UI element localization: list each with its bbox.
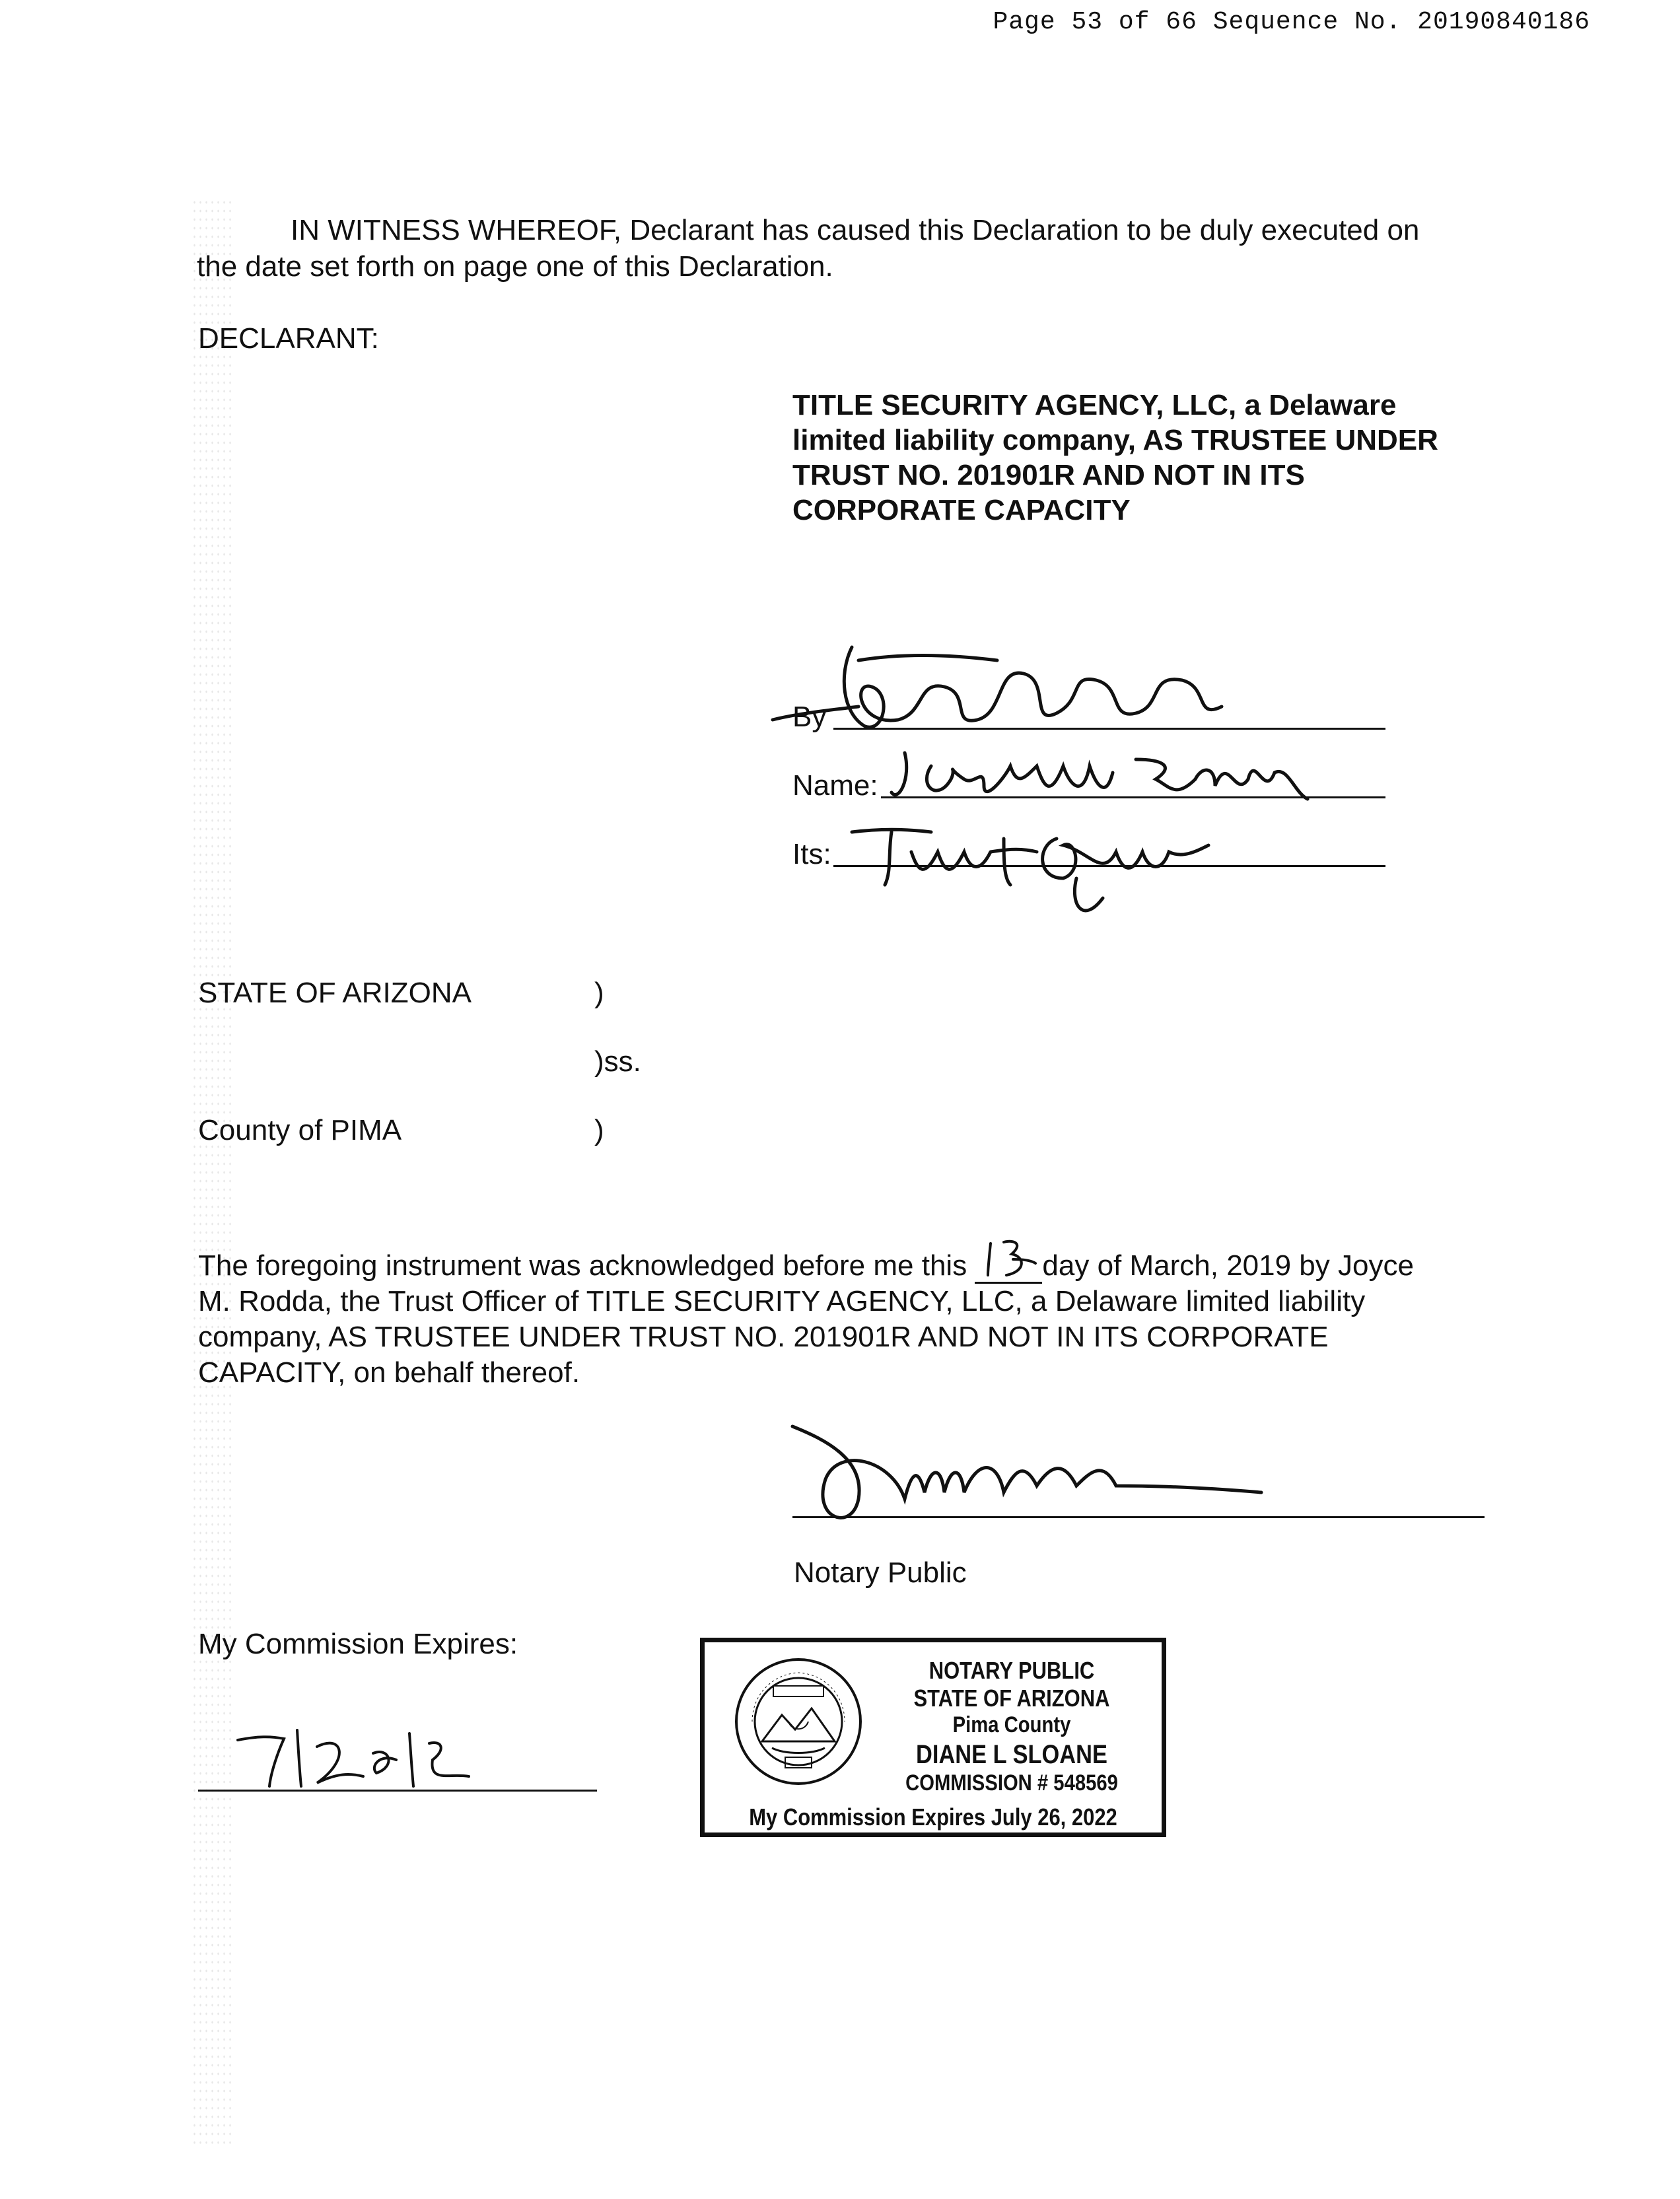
witness-line-2: the date set forth on page one of this Declaration. — [197, 250, 833, 283]
ack-day-blank — [975, 1249, 1042, 1284]
commission-date-handwritten — [231, 1720, 508, 1793]
venue-state: STATE OF ARIZONA — [198, 977, 472, 1009]
stamp-line-1: NOTARY PUBLIC — [928, 1657, 1095, 1684]
venue-county: County of PIMA — [198, 1114, 402, 1146]
scan-margin-noise — [192, 198, 231, 2146]
ack-line-1-after: day of March, 2019 by Joyce — [1042, 1249, 1414, 1282]
entity-line-2: limited liability company, AS TRUSTEE UNDER — [792, 424, 1438, 456]
name-handwritten — [885, 740, 1321, 812]
commission-date-line — [198, 1790, 597, 1792]
title-handwritten — [839, 812, 1248, 925]
stamp-line-2: STATE OF ARIZONA — [913, 1685, 1110, 1712]
ack-line-1 — [198, 1248, 1414, 1284]
witness-line-1: IN WITNESS WHEREOF, Declarant has caused this Declaration to be duly executed on — [291, 214, 1420, 246]
notary-signature — [786, 1420, 1314, 1532]
commission-label: My Commission Expires: — [198, 1628, 518, 1660]
ack-line-2: M. Rodda, the Trust Officer of TITLE SECURITY AGENCY, LLC, a Delaware limited liability — [198, 1285, 1366, 1317]
venue-ss: )ss. — [594, 1045, 641, 1078]
stamp-line-4: DIANE L SLOANE — [916, 1740, 1107, 1769]
venue-paren-3: ) — [594, 1114, 604, 1146]
by-label: By — [792, 701, 827, 733]
page-sequence-header: Page 53 of 66 Sequence No. 20190840186 — [993, 8, 1590, 36]
notary-signature-line — [792, 1516, 1485, 1518]
arizona-state-seal-icon — [732, 1656, 864, 1788]
name-label: Name: — [792, 769, 878, 802]
notary-stamp — [700, 1638, 1166, 1837]
notary-label: Notary Public — [794, 1556, 967, 1589]
ack-day-handwritten — [984, 1237, 1037, 1280]
stamp-line-6: My Commission Expires July 26, 2022 — [749, 1803, 1117, 1831]
ack-line-1-before: The foregoing instrument was acknowledged before me this — [198, 1249, 975, 1282]
ack-line-3: company, AS TRUSTEE UNDER TRUST NO. 201901R AND NOT IN ITS CORPORATE — [198, 1321, 1329, 1353]
entity-line-1: TITLE SECURITY AGENCY, LLC, a Delaware — [792, 389, 1397, 421]
entity-line-4: CORPORATE CAPACITY — [792, 494, 1131, 526]
stamp-line-5: COMMISSION # 548569 — [905, 1770, 1118, 1796]
ack-line-4: CAPACITY, on behalf thereof. — [198, 1356, 580, 1389]
declarant-signature — [759, 634, 1261, 740]
venue-paren-1: ) — [594, 977, 604, 1009]
entity-line-3: TRUST NO. 201901R AND NOT IN ITS — [792, 459, 1305, 491]
declarant-label: DECLARANT: — [198, 322, 379, 355]
stamp-line-3: Pima County — [952, 1712, 1071, 1737]
its-label: Its: — [792, 838, 831, 870]
